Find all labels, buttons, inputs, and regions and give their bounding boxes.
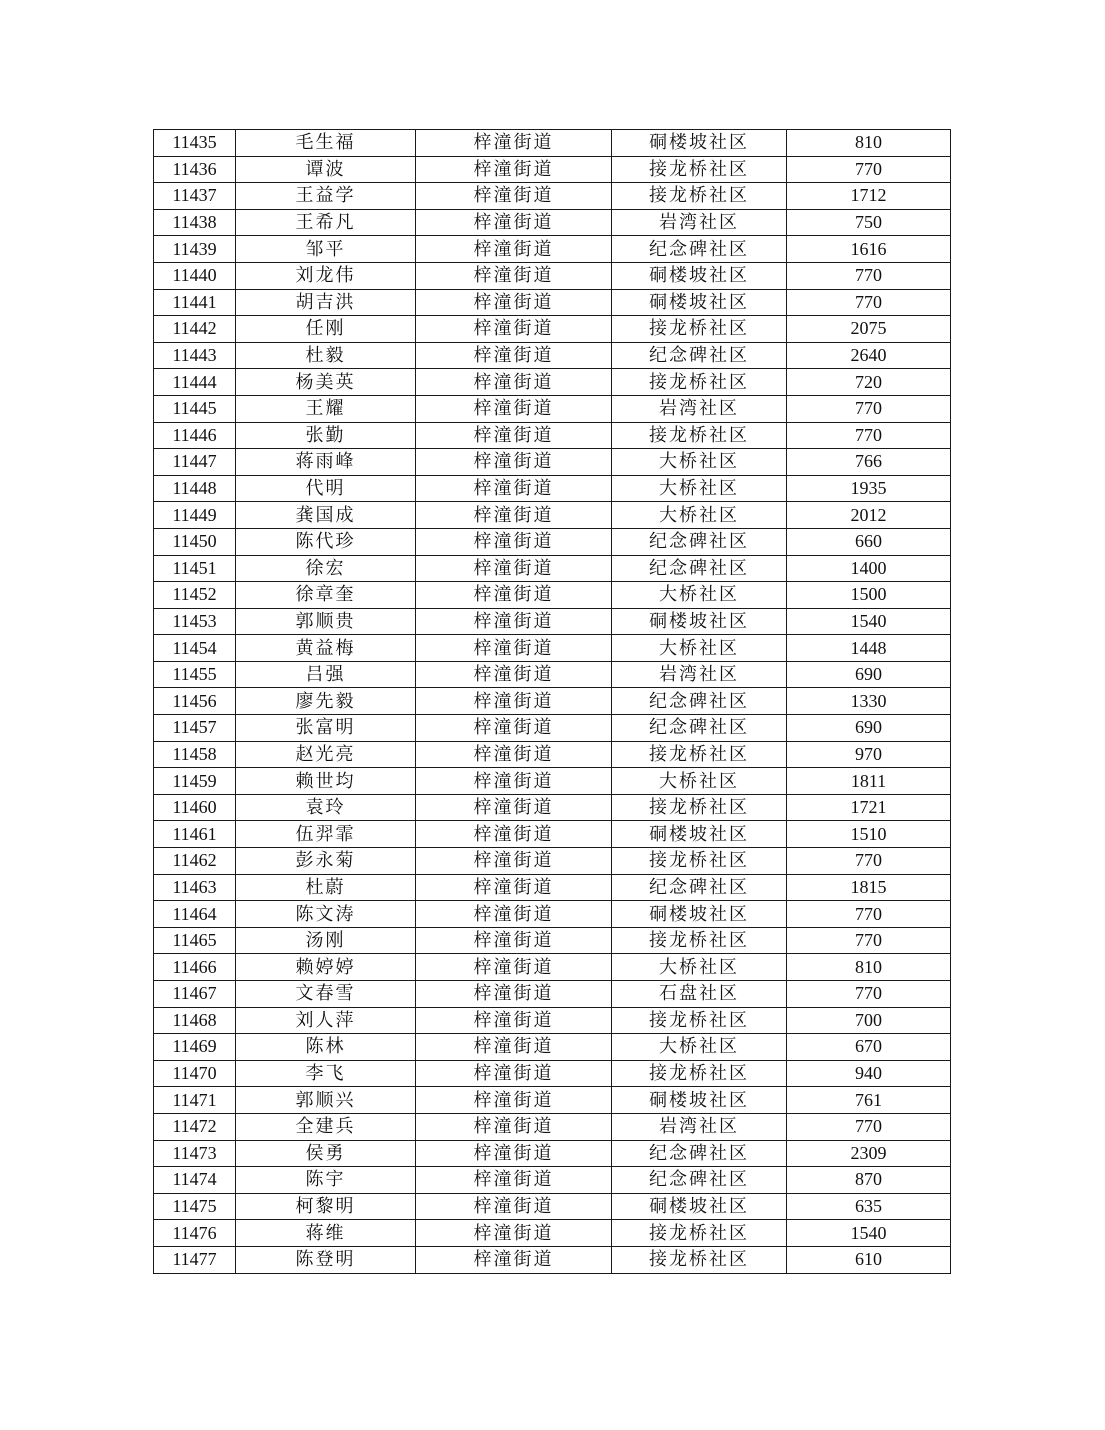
table-row [154,1113,951,1140]
cell-name: 王益学 [236,183,416,210]
cell-community: 纪念碑社区 [612,715,787,742]
cell-name: 徐宏 [236,555,416,582]
cell-id: 11468 [154,1007,236,1034]
cell-street: 梓潼街道 [416,768,612,795]
cell-name: 吕强 [236,661,416,688]
cell-street: 梓潼街道 [416,209,612,236]
cell-amount: 770 [787,422,951,449]
cell-name: 陈代珍 [236,528,416,555]
cell-amount: 1540 [787,1220,951,1247]
cell-id: 11445 [154,395,236,422]
table-row [154,927,951,954]
table-row [154,741,951,768]
cell-street: 梓潼街道 [416,661,612,688]
cell-amount: 610 [787,1246,951,1273]
cell-name: 王耀 [236,395,416,422]
cell-amount: 770 [787,981,951,1008]
table-row [154,901,951,928]
cell-street: 梓潼街道 [416,927,612,954]
cell-id: 11476 [154,1220,236,1247]
cell-street: 梓潼街道 [416,236,612,263]
cell-id: 11471 [154,1087,236,1114]
cell-id: 11460 [154,794,236,821]
table-row [154,1034,951,1061]
table-row [154,661,951,688]
cell-name: 伍羿霏 [236,821,416,848]
cell-street: 梓潼街道 [416,528,612,555]
table-row [154,130,951,157]
cell-amount: 2012 [787,502,951,529]
cell-name: 李飞 [236,1060,416,1087]
cell-id: 11440 [154,262,236,289]
table-row [154,821,951,848]
cell-amount: 720 [787,369,951,396]
cell-id: 11447 [154,449,236,476]
cell-id: 11458 [154,741,236,768]
cell-amount: 1500 [787,582,951,609]
cell-community: 纪念碑社区 [612,1167,787,1194]
cell-name: 郭顺兴 [236,1087,416,1114]
cell-community: 大桥社区 [612,635,787,662]
cell-name: 毛生福 [236,130,416,157]
cell-street: 梓潼街道 [416,1246,612,1273]
table-row [154,449,951,476]
table-row [154,1060,951,1087]
cell-name: 陈宇 [236,1167,416,1194]
cell-street: 梓潼街道 [416,1087,612,1114]
cell-street: 梓潼街道 [416,1193,612,1220]
cell-community: 接龙桥社区 [612,794,787,821]
cell-street: 梓潼街道 [416,1007,612,1034]
cell-community: 大桥社区 [612,449,787,476]
table-row [154,582,951,609]
cell-id: 11472 [154,1113,236,1140]
cell-community: 岩湾社区 [612,1113,787,1140]
cell-id: 11477 [154,1246,236,1273]
cell-name: 任刚 [236,316,416,343]
cell-street: 梓潼街道 [416,1113,612,1140]
cell-amount: 1712 [787,183,951,210]
table-row [154,209,951,236]
cell-community: 岩湾社区 [612,209,787,236]
table-row [154,422,951,449]
cell-name: 胡吉洪 [236,289,416,316]
table-row [154,236,951,263]
cell-community: 接龙桥社区 [612,741,787,768]
cell-name: 张富明 [236,715,416,742]
cell-community: 接龙桥社区 [612,1060,787,1087]
cell-amount: 770 [787,1113,951,1140]
cell-id: 11448 [154,475,236,502]
table-row [154,156,951,183]
cell-id: 11444 [154,369,236,396]
cell-community: 岩湾社区 [612,395,787,422]
table-row [154,1220,951,1247]
cell-community: 大桥社区 [612,582,787,609]
cell-community: 接龙桥社区 [612,183,787,210]
cell-amount: 770 [787,848,951,875]
table-row [154,1246,951,1273]
cell-street: 梓潼街道 [416,981,612,1008]
cell-community: 大桥社区 [612,954,787,981]
cell-community: 岩湾社区 [612,661,787,688]
cell-amount: 2640 [787,342,951,369]
cell-street: 梓潼街道 [416,635,612,662]
table-row [154,289,951,316]
cell-amount: 1540 [787,608,951,635]
cell-street: 梓潼街道 [416,1220,612,1247]
cell-street: 梓潼街道 [416,475,612,502]
table-row [154,1167,951,1194]
cell-street: 梓潼街道 [416,1060,612,1087]
cell-id: 11470 [154,1060,236,1087]
cell-id: 11435 [154,130,236,157]
cell-community: 硐楼坡社区 [612,262,787,289]
cell-id: 11446 [154,422,236,449]
cell-id: 11459 [154,768,236,795]
cell-amount: 1811 [787,768,951,795]
table-row [154,635,951,662]
cell-community: 大桥社区 [612,1034,787,1061]
cell-street: 梓潼街道 [416,422,612,449]
table-row [154,848,951,875]
table-row [154,954,951,981]
cell-amount: 810 [787,130,951,157]
cell-id: 11451 [154,555,236,582]
cell-community: 纪念碑社区 [612,236,787,263]
cell-community: 接龙桥社区 [612,848,787,875]
cell-id: 11463 [154,874,236,901]
cell-name: 王希凡 [236,209,416,236]
cell-community: 硐楼坡社区 [612,1087,787,1114]
cell-amount: 750 [787,209,951,236]
cell-street: 梓潼街道 [416,1034,612,1061]
cell-name: 赖世均 [236,768,416,795]
cell-name: 柯黎明 [236,1193,416,1220]
cell-amount: 766 [787,449,951,476]
cell-id: 11462 [154,848,236,875]
cell-amount: 670 [787,1034,951,1061]
cell-community: 纪念碑社区 [612,874,787,901]
cell-name: 龚国成 [236,502,416,529]
cell-amount: 810 [787,954,951,981]
cell-community: 纪念碑社区 [612,528,787,555]
cell-amount: 770 [787,289,951,316]
cell-community: 纪念碑社区 [612,688,787,715]
cell-amount: 1815 [787,874,951,901]
cell-street: 梓潼街道 [416,715,612,742]
cell-community: 接龙桥社区 [612,1007,787,1034]
table-row [154,528,951,555]
cell-amount: 1721 [787,794,951,821]
cell-id: 11449 [154,502,236,529]
cell-name: 代明 [236,475,416,502]
cell-community: 接龙桥社区 [612,927,787,954]
cell-id: 11465 [154,927,236,954]
cell-community: 硐楼坡社区 [612,1193,787,1220]
cell-id: 11464 [154,901,236,928]
cell-community: 大桥社区 [612,502,787,529]
cell-name: 袁玲 [236,794,416,821]
table-row [154,981,951,1008]
cell-amount: 940 [787,1060,951,1087]
cell-community: 接龙桥社区 [612,1220,787,1247]
cell-id: 11443 [154,342,236,369]
cell-amount: 770 [787,927,951,954]
cell-community: 大桥社区 [612,768,787,795]
cell-name: 杜蔚 [236,874,416,901]
cell-name: 蒋维 [236,1220,416,1247]
cell-community: 硐楼坡社区 [612,901,787,928]
cell-id: 11473 [154,1140,236,1167]
cell-community: 硐楼坡社区 [612,289,787,316]
cell-name: 赵光亮 [236,741,416,768]
cell-name: 郭顺贵 [236,608,416,635]
cell-street: 梓潼街道 [416,316,612,343]
table-row [154,794,951,821]
cell-name: 侯勇 [236,1140,416,1167]
cell-community: 纪念碑社区 [612,342,787,369]
cell-id: 11474 [154,1167,236,1194]
cell-amount: 690 [787,715,951,742]
cell-community: 硐楼坡社区 [612,130,787,157]
cell-id: 11452 [154,582,236,609]
cell-community: 接龙桥社区 [612,156,787,183]
cell-street: 梓潼街道 [416,130,612,157]
cell-community: 接龙桥社区 [612,316,787,343]
cell-id: 11466 [154,954,236,981]
cell-street: 梓潼街道 [416,688,612,715]
table-row [154,502,951,529]
table-row [154,395,951,422]
cell-amount: 2309 [787,1140,951,1167]
cell-street: 梓潼街道 [416,289,612,316]
cell-id: 11457 [154,715,236,742]
cell-id: 11441 [154,289,236,316]
cell-street: 梓潼街道 [416,183,612,210]
table-row [154,608,951,635]
table-row [154,768,951,795]
cell-street: 梓潼街道 [416,848,612,875]
cell-amount: 1510 [787,821,951,848]
cell-name: 陈林 [236,1034,416,1061]
cell-name: 徐章奎 [236,582,416,609]
cell-name: 陈文涛 [236,901,416,928]
cell-street: 梓潼街道 [416,395,612,422]
cell-id: 11461 [154,821,236,848]
cell-name: 彭永菊 [236,848,416,875]
cell-amount: 1400 [787,555,951,582]
cell-street: 梓潼街道 [416,794,612,821]
cell-street: 梓潼街道 [416,741,612,768]
table-row [154,1007,951,1034]
table-row [154,874,951,901]
cell-name: 刘龙伟 [236,262,416,289]
cell-community: 硐楼坡社区 [612,608,787,635]
cell-community: 接龙桥社区 [612,369,787,396]
table-row [154,183,951,210]
cell-id: 11456 [154,688,236,715]
cell-amount: 1448 [787,635,951,662]
cell-id: 11450 [154,528,236,555]
cell-id: 11437 [154,183,236,210]
cell-street: 梓潼街道 [416,874,612,901]
cell-id: 11436 [154,156,236,183]
cell-id: 11454 [154,635,236,662]
table-row [154,369,951,396]
cell-community: 大桥社区 [612,475,787,502]
cell-amount: 1935 [787,475,951,502]
cell-street: 梓潼街道 [416,608,612,635]
cell-name: 廖先毅 [236,688,416,715]
cell-name: 赖婷婷 [236,954,416,981]
cell-amount: 770 [787,395,951,422]
table-row [154,475,951,502]
cell-community: 接龙桥社区 [612,422,787,449]
table-row [154,555,951,582]
cell-community: 纪念碑社区 [612,1140,787,1167]
cell-amount: 2075 [787,316,951,343]
cell-street: 梓潼街道 [416,342,612,369]
cell-amount: 970 [787,741,951,768]
table-row [154,262,951,289]
table-row [154,342,951,369]
cell-street: 梓潼街道 [416,156,612,183]
cell-name: 蒋雨峰 [236,449,416,476]
table-row [154,1193,951,1220]
cell-amount: 770 [787,262,951,289]
cell-street: 梓潼街道 [416,555,612,582]
cell-id: 11442 [154,316,236,343]
cell-street: 梓潼街道 [416,449,612,476]
table-row [154,715,951,742]
cell-name: 陈登明 [236,1246,416,1273]
cell-amount: 1616 [787,236,951,263]
cell-street: 梓潼街道 [416,1140,612,1167]
cell-name: 张勤 [236,422,416,449]
cell-street: 梓潼街道 [416,821,612,848]
cell-street: 梓潼街道 [416,1167,612,1194]
cell-amount: 770 [787,156,951,183]
cell-street: 梓潼街道 [416,582,612,609]
cell-amount: 690 [787,661,951,688]
cell-name: 文春雪 [236,981,416,1008]
cell-name: 刘人萍 [236,1007,416,1034]
cell-name: 汤刚 [236,927,416,954]
cell-street: 梓潼街道 [416,901,612,928]
cell-community: 纪念碑社区 [612,555,787,582]
cell-name: 邹平 [236,236,416,263]
cell-street: 梓潼街道 [416,502,612,529]
cell-amount: 770 [787,901,951,928]
cell-street: 梓潼街道 [416,369,612,396]
cell-amount: 761 [787,1087,951,1114]
cell-id: 11439 [154,236,236,263]
cell-community: 硐楼坡社区 [612,821,787,848]
cell-community: 石盘社区 [612,981,787,1008]
cell-amount: 635 [787,1193,951,1220]
cell-amount: 700 [787,1007,951,1034]
table-row [154,1140,951,1167]
cell-id: 11453 [154,608,236,635]
roster-table [153,129,951,1274]
cell-id: 11469 [154,1034,236,1061]
cell-community: 接龙桥社区 [612,1246,787,1273]
cell-name: 谭波 [236,156,416,183]
table-row [154,1087,951,1114]
cell-name: 杨美英 [236,369,416,396]
cell-street: 梓潼街道 [416,954,612,981]
cell-id: 11455 [154,661,236,688]
roster-table-body [154,130,951,1274]
cell-id: 11438 [154,209,236,236]
table-row [154,316,951,343]
cell-name: 全建兵 [236,1113,416,1140]
table-row [154,688,951,715]
cell-street: 梓潼街道 [416,262,612,289]
cell-amount: 660 [787,528,951,555]
cell-name: 杜毅 [236,342,416,369]
cell-amount: 1330 [787,688,951,715]
cell-amount: 870 [787,1167,951,1194]
cell-name: 黄益梅 [236,635,416,662]
cell-id: 11475 [154,1193,236,1220]
cell-id: 11467 [154,981,236,1008]
